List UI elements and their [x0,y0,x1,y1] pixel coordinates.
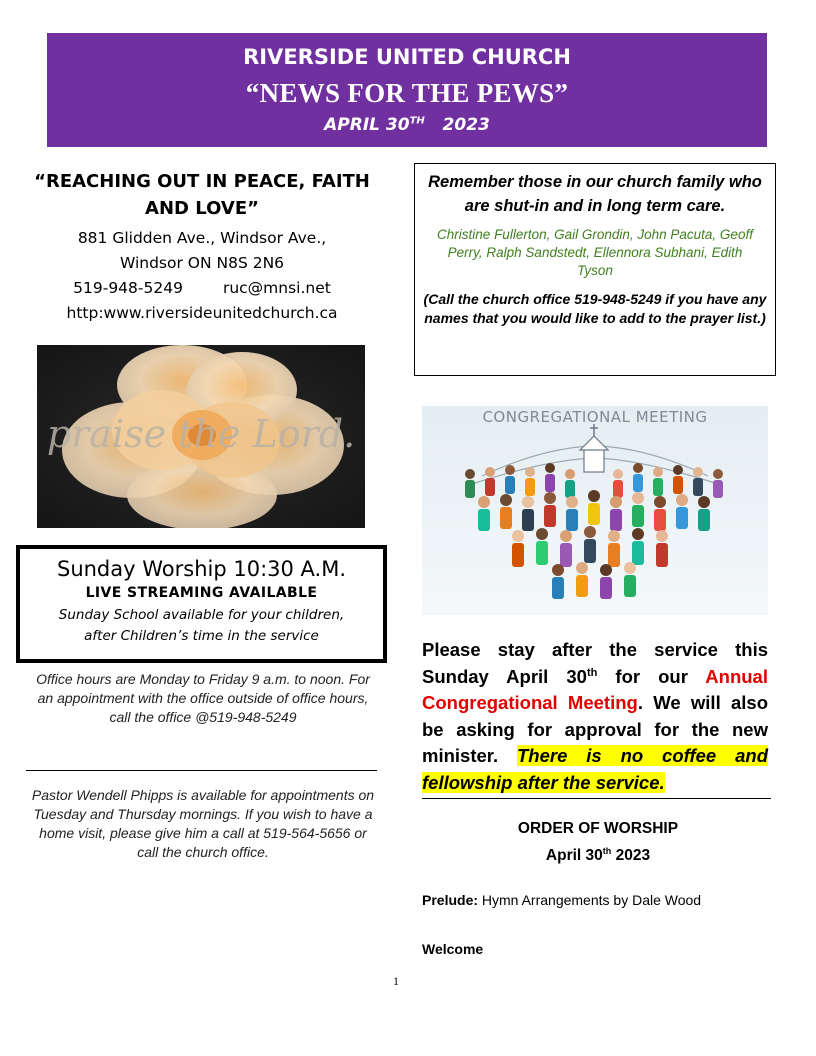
church-name: RIVERSIDE UNITED CHURCH [243,45,571,69]
address-line-2: Windsor ON N8S 2N6 [119,254,285,272]
praise-the-lord-flower-image [37,345,365,528]
address-line-1: 881 Glidden Ave., Windsor Ave., [77,229,327,247]
sunday-worship-box [16,545,387,663]
prayer-list-call: (Call the church office 519-948-5249 if you have any names that you would like to add to the prayer list.) [423,291,767,326]
section-divider [422,798,771,799]
sunday-school-line-2: after Children’s time in the service [84,628,319,644]
shut-in-prayer-box [414,163,776,376]
church-motto: “REACHING OUT IN PEACE, FAITH AND LOVE” [34,171,370,219]
welcome-line: Welcome [422,941,484,957]
congregational-meeting-notice: Please stay after the service this Sunday April 30th for our Annual Congregational Meeting. We will also be asking for approval for the new minister. There is no coffee and fellowship after the service. [422,639,768,793]
page-number: 1 [393,974,399,988]
shut-in-names: Christine Fullerton, Gail Grondin, John Pacuta, Geoff Perry, Ralph Sandstedt, Ellennora Subhani, Edith Tyson [437,227,753,278]
worship-time: Sunday Worship 10:30 A.M. [56,557,347,581]
praise-the-lord-text: praise the Lord. [46,412,356,456]
website-link[interactable]: http:www.riversideunitedchurch.ca [66,304,338,322]
newsletter-title: “NEWS FOR THE PEWS” [245,78,569,108]
newsletter-date: APRIL 30TH 2023 [324,115,490,135]
prelude-text: Hymn Arrangements by Dale Wood [478,892,702,908]
phone-email-row [22,276,382,301]
newsletter-banner [47,33,767,147]
prelude-label: Prelude: [422,892,479,908]
no-coffee-highlight: There is no coffee and fellowship after the service. [422,745,768,793]
sunday-school-line-1: Sunday School available for your children, [58,607,345,623]
shut-in-heading: Remember those in our church family who are shut-in and in long term care. [428,173,762,215]
pastor-availability: Pastor Wendell Phipps is available for appointments on Tuesday and Thursday mornings. If you wish to have a home visit, please give him a call at 519-564-5656 or call the church office. [31,787,375,860]
live-streaming-notice: LIVE STREAMING AVAILABLE [85,585,318,601]
contact-info [22,226,382,326]
prelude-line [422,892,774,908]
congregational-meeting-image [422,406,768,615]
office-hours: Office hours are Monday to Friday 9 a.m. to noon. For an appointment with the office outside of office hours, call the office @519-948-5249 [36,671,370,725]
email-address: ruc@mnsi.net [222,279,331,297]
order-of-worship-heading [422,818,774,867]
sunday-school-notice [20,605,383,647]
meeting-image-title: CONGREGATIONAL MEETING [482,408,708,426]
phone-number: 519-948-5249 [73,279,183,297]
section-divider [26,770,377,771]
annual-meeting-highlight: Annual Congregational Meeting [422,665,768,713]
order-of-worship-title: ORDER OF WORSHIP [517,820,679,837]
order-of-worship-date: April 30th 2023 [545,846,651,865]
